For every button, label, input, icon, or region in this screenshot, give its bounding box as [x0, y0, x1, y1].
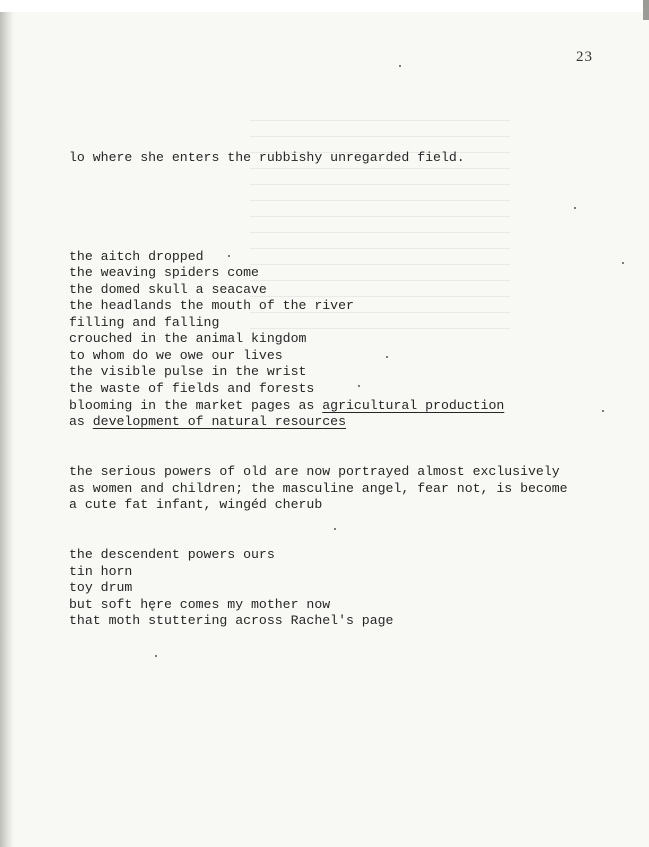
poem-line: to whom do we owe our lives: [69, 348, 283, 363]
poem-line: as women and children; the masculine angel, fear not, is become: [69, 481, 568, 496]
binding-shadow: [0, 12, 14, 847]
poem-line: crouched in the animal kingdom: [69, 331, 307, 346]
poem-line: but soft hęre comes my mother now: [69, 597, 331, 612]
paper-speck: [358, 385, 360, 387]
poem-line: the visible pulse in the wrist: [69, 364, 307, 379]
poem-line: that moth stuttering across Rachel's page: [69, 613, 394, 628]
poem-line: the headlands the mouth of the river: [69, 298, 354, 313]
underlined-phrase: development of natural resources: [92, 414, 346, 429]
poem-line: tin horn: [69, 564, 133, 579]
corner-shadow: [643, 0, 649, 20]
poem-line: lo where she enters the rubbishy unregarded field.: [69, 150, 465, 165]
poem-line: the weaving spiders come: [69, 265, 259, 280]
page-number: 23: [576, 49, 593, 65]
paper-speck: [602, 410, 604, 412]
poem-line-text: blooming in the market pages as: [69, 398, 323, 413]
poem-line: the aitch dropped: [69, 249, 204, 264]
paper-speck: [622, 262, 624, 264]
poem-line: the waste of fields and forests: [69, 381, 315, 396]
poem-line: [69, 414, 346, 430]
paper-speck: [155, 655, 157, 657]
poem-line: [69, 398, 504, 414]
paper-speck: [386, 356, 388, 358]
poem-line: filling and falling: [69, 315, 220, 330]
poem-line: the serious powers of old are now portrayed almost exclusively: [69, 464, 560, 479]
poem-line: toy drum: [69, 580, 133, 595]
paper-speck: [228, 255, 230, 257]
poem-line-text: as: [69, 414, 93, 429]
poem-line: a cute fat infant, wingéd cherub: [69, 497, 323, 512]
poem-line: the domed skull a seacave: [69, 282, 267, 297]
page-top-edge: [0, 0, 649, 12]
paper-speck: [399, 65, 401, 67]
underlined-phrase: agricultural production: [322, 398, 505, 413]
poem-line: the descendent powers ours: [69, 547, 275, 562]
paper-speck: [334, 528, 336, 530]
paper-speck: [574, 207, 576, 209]
